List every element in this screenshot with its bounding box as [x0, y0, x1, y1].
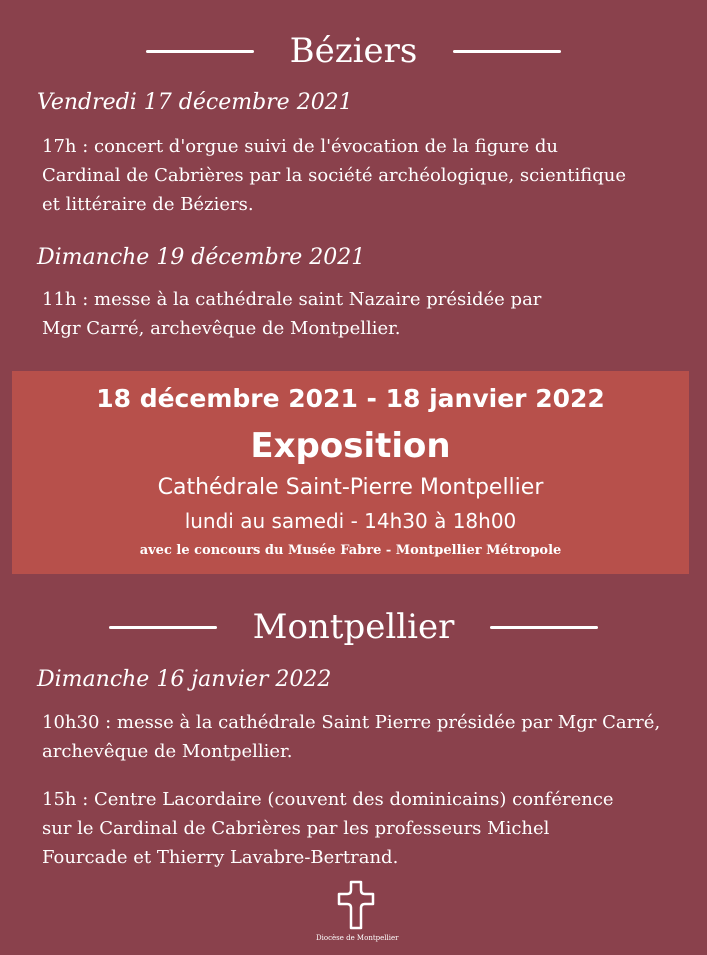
montpellier-title: Montpellier: [252, 607, 455, 647]
text-line: et littéraire de Béziers.: [42, 194, 254, 215]
text-line: Cardinal de Cabrières par la société archéologique, scientifique: [42, 165, 626, 186]
text-line: Mgr Carré, archevêque de Montpellier.: [42, 318, 401, 339]
event-description: [42, 785, 692, 872]
text-line: 11h : messe à la cathédrale saint Nazaire présidée par: [42, 289, 542, 310]
exposition-title: Exposition: [250, 426, 451, 466]
exposition-place: Cathédrale Saint-Pierre Montpellier: [157, 475, 544, 500]
cross-icon: [333, 880, 379, 932]
beziers-heading: [0, 31, 707, 71]
text-line: 15h : Centre Lacordaire (couvent des dominicains) conférence: [42, 789, 614, 810]
montpellier-heading: [0, 607, 707, 647]
exposition-hours: lundi au samedi - 14h30 à 18h00: [184, 509, 517, 533]
exposition-credit: avec le concours du Musée Fabre - Montpellier Métropole: [139, 543, 562, 558]
exposition-banner: [12, 371, 689, 574]
event-description: [42, 708, 692, 766]
text-line: archevêque de Montpellier.: [42, 741, 293, 762]
text-line: 17h : concert d'orgue suivi de l'évocation de la figure du: [42, 136, 558, 157]
text-line: 10h30 : messe à la cathédrale Saint Pierre présidée par Mgr Carré,: [42, 712, 661, 733]
event-description: [42, 285, 692, 343]
heading-rule-left: [109, 626, 217, 629]
event-date: Vendredi 17 décembre 2021: [37, 90, 353, 115]
event-date: Dimanche 16 janvier 2022: [37, 667, 332, 692]
heading-rule-left: [146, 50, 254, 53]
text-line: Fourcade et Thierry Lavabre-Bertrand.: [42, 847, 399, 868]
heading-rule-right: [453, 50, 561, 53]
logo-caption: Diocèse de Montpellier: [316, 934, 399, 942]
text-line: sur le Cardinal de Cabrières par les professeurs Michel: [42, 818, 550, 839]
event-description: [42, 132, 692, 219]
event-date: Dimanche 19 décembre 2021: [37, 245, 366, 270]
beziers-title: Béziers: [289, 31, 418, 71]
diocese-logo: [316, 880, 399, 942]
exposition-dates: 18 décembre 2021 - 18 janvier 2022: [96, 384, 605, 413]
heading-rule-right: [490, 626, 598, 629]
